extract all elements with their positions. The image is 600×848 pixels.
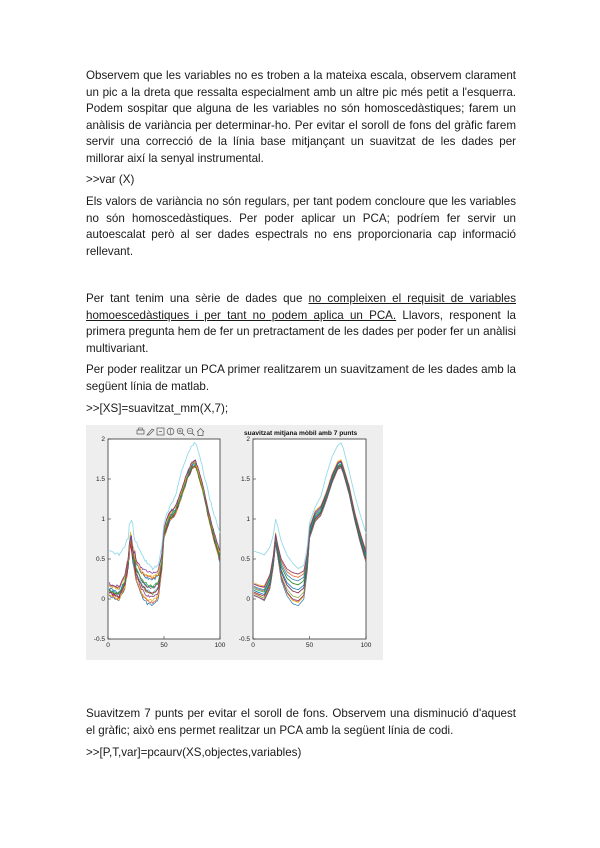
y-tick-label: 0 (101, 596, 105, 604)
paragraph-variance: Els valors de variància no són regulars, per tant podem concloure que les variables no són homoscedàstiques. Per poder aplicar un PCA; podríem fer servir un autoescalat però al ser dades espectrals no ens proporcionaria cap informació rellevant. (86, 195, 516, 258)
paragraph-intro: Observem que les variables no es troben a la mateixa escala, observem clarament un pic a la dreta que ressalta especialment amb un altre pic més petit a l'esquerra. Podem sospitar que alguna de les variables no són homoscedàstiques; farem un anàlisis de variància per determinar-ho. Per evitar el soroll de fons del gràfic farem servir una correcció de la línia base mitjançant un suavitzat de les dades per millorar així la senyal instrumental. (86, 69, 516, 165)
underlined-requirement-text: no compleixen el requisit de variables homoescedàstiques i per tant no podem aplica un PCA. (86, 292, 516, 322)
paragraph-pretreatment (86, 291, 516, 357)
y-tick-label: 1 (101, 516, 105, 524)
y-tick-label: 0.5 (95, 556, 105, 564)
data-tip-icon[interactable] (157, 428, 164, 435)
code-line-suavitzat: >>[XS]=suavitzat_mm(X,7); (86, 402, 229, 415)
y-tick-label: 1.5 (95, 476, 105, 484)
y-tick-label: 1.5 (240, 476, 250, 484)
zoom-out-icon[interactable] (187, 428, 194, 435)
figure-canvas (86, 425, 383, 660)
figure-toolbar (137, 428, 204, 436)
plot-raw-spectra (94, 436, 226, 649)
plot-smoothed-title: suavitzat mitjana mòbil amb 7 punts (244, 430, 358, 437)
x-tick-label: 100 (360, 642, 372, 649)
x-tick-label: 50 (305, 642, 314, 649)
zoom-in-icon[interactable] (177, 428, 184, 435)
y-tick-label: 2 (101, 436, 105, 444)
code-line-var: >>var (X) (86, 173, 135, 186)
paragraph-pretreatment-end: Llavors, responent la primera pregunta hem de fer un pretractament de les dades per poder fer un anàlisi multivariant. (86, 308, 517, 355)
x-tick-label: 0 (106, 642, 110, 649)
paragraph-pretreatment-start: Per tant tenim una sèrie de dades que (86, 292, 309, 305)
y-tick-label: 0 (246, 596, 250, 604)
home-icon[interactable] (197, 429, 204, 436)
y-tick-label: 2 (246, 436, 250, 444)
paragraph-smoothing-result: Suavitzem 7 punts per evitar el soroll de fons. Observem una disminució d'aquest el gràfic; això ens permet realitzar un PCA amb la següent línia de codi. (86, 707, 516, 737)
y-tick-label: -0.5 (93, 636, 105, 644)
brush-icon[interactable] (147, 429, 154, 435)
matlab-figure (86, 425, 383, 660)
y-tick-label: 1 (246, 516, 250, 524)
x-tick-label: 50 (160, 642, 168, 649)
plot-smoothed-spectra (239, 430, 372, 649)
pan-icon[interactable] (167, 428, 174, 435)
x-tick-label: 0 (251, 642, 255, 649)
paragraph-smoothing-intro: Per poder realitzar un PCA primer realitzarem un suavitzament de les dades amb la següent línia de matlab. (86, 363, 516, 393)
y-tick-label: -0.5 (238, 636, 250, 644)
x-tick-label: 100 (214, 642, 226, 649)
y-tick-label: 0.5 (240, 556, 250, 564)
print-icon[interactable] (137, 428, 144, 434)
code-line-pca: >>[P,T,var]=pcaurv(XS,objectes,variables) (86, 746, 302, 759)
